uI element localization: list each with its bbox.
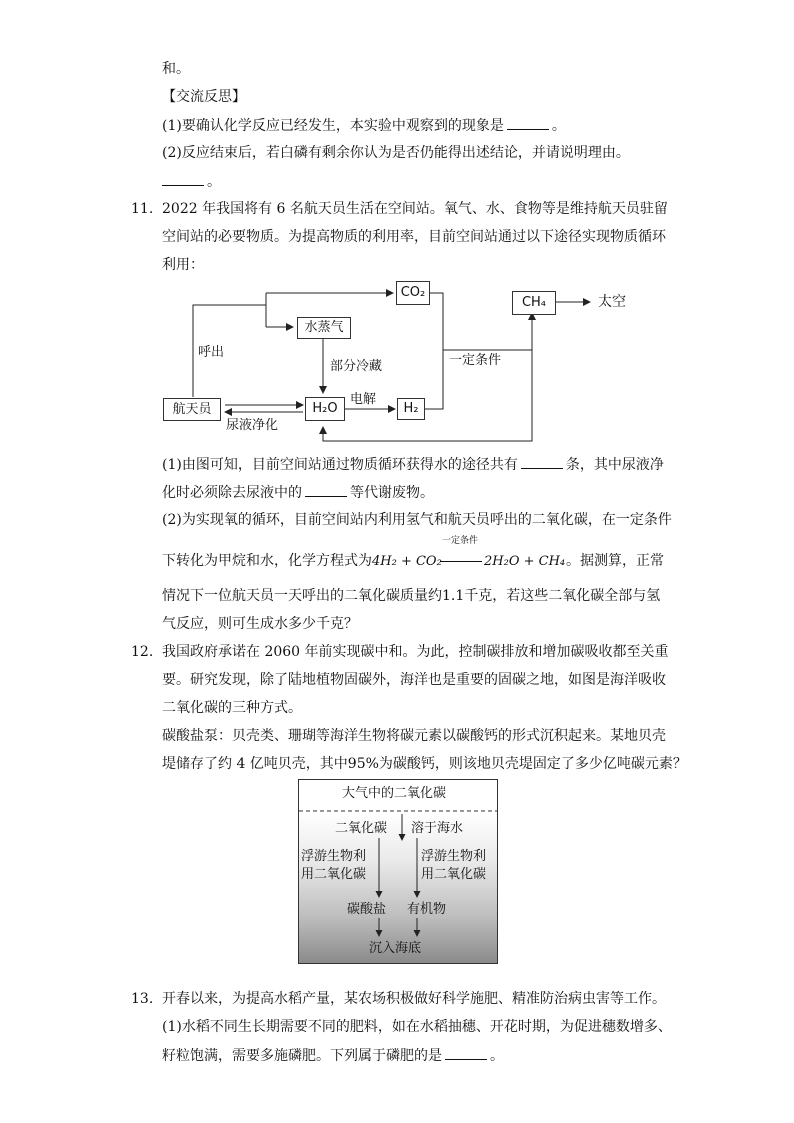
- question-text: 。: [490, 1048, 504, 1064]
- question-text: 2022 年我国将有 6 名航天员生活在空间站。氧气、水、食物等是维持航天员驻留: [162, 201, 668, 217]
- question-text: (1)水稻不同生长期需要不同的肥料，如在水稻抽穗、开花时期，为促进穗数增多、: [162, 1019, 672, 1035]
- h2o-box: H₂O: [305, 397, 345, 421]
- equation-arrow: [440, 561, 482, 562]
- text-line: (2)反应结束后，若白磷有剩余你认为是否仍能得出述结论，并请说明理由。: [162, 145, 630, 161]
- space-label: 太空: [598, 294, 626, 310]
- co2-box: CO₂: [396, 281, 430, 305]
- question-text: 情况下一位航天员一天呼出的二氧化碳质量约1.1千克，若这些二氧化碳全部与氢: [162, 588, 661, 604]
- equation-right: 2H₂O + CH₄: [484, 554, 566, 569]
- sink-label: 沉入海底: [369, 941, 422, 956]
- question-text: 。: [207, 174, 221, 190]
- answer-blank[interactable]: [507, 116, 549, 130]
- question-text: [162, 483, 434, 502]
- question-number: 11.: [131, 201, 154, 217]
- condition-label: 一定条件: [449, 353, 502, 368]
- ch4-box: CH₄: [512, 291, 556, 315]
- question-text: 。: [551, 118, 566, 134]
- question-text: 开春以来，为提高水稻产量，某农场积极做好科学施肥、精准防治病虫害等工作。: [162, 991, 666, 1007]
- question-text: 堤储存了约 4 亿吨贝壳，其中95%为碳酸钙，则该地贝壳堤固定了多少亿吨碳元素？: [162, 756, 687, 772]
- question-text: 条，其中尿液净: [565, 457, 664, 473]
- question-text: 空间站的必要物质。为提高物质的利用率，目前空间站通过以下途径实现物质循环: [162, 229, 666, 245]
- exhale-label: 呼出: [198, 345, 225, 360]
- carbonate-label: 碳酸盐: [347, 902, 387, 917]
- atmosphere-co2-label: 大气中的二氧化碳: [342, 786, 447, 801]
- equation-condition: 一定条件: [442, 536, 479, 546]
- question-text: (2)为实现氧的循环，目前空间站内利用氢气和航天员呼出的二氧化碳，在一定条件: [162, 512, 672, 528]
- electrolysis-label: 电解: [350, 392, 377, 407]
- question-text: 气反应，则可生成水多少千克？: [162, 616, 358, 632]
- answer-blank[interactable]: [521, 455, 563, 469]
- question-number: 13.: [131, 991, 154, 1007]
- plankton-left-label: 用二氧化碳: [301, 867, 367, 882]
- section-heading: 【交流反思】: [162, 89, 246, 105]
- astronaut-box: 航天员: [163, 398, 221, 421]
- question-text: 。据测算，正常: [566, 553, 664, 569]
- plankton-right-label: 用二氧化碳: [421, 867, 487, 882]
- question-number: 12.: [131, 644, 154, 660]
- question-text: 碳酸盐泵：贝壳类、珊瑚等海洋生物将碳元素以碳酸钙的形式沉积起来。某地贝壳: [162, 728, 666, 744]
- plankton-left-label: 浮游生物利: [301, 849, 367, 864]
- text-line: [162, 116, 566, 135]
- vapor-box: 水蒸气: [297, 317, 351, 339]
- question-text: 利用：: [162, 257, 204, 273]
- text-line: 和。: [162, 61, 190, 77]
- question-text: 二氧化碳的三种方式。: [162, 700, 302, 716]
- answer-blank[interactable]: [162, 172, 204, 186]
- co2-label: 二氧化碳: [335, 821, 388, 836]
- question-text: [162, 1046, 504, 1065]
- answer-blank[interactable]: [305, 483, 347, 497]
- equation-left: 4H₂ + CO₂: [372, 554, 442, 569]
- plankton-right-label: 浮游生物利: [421, 849, 487, 864]
- ocean-carbon-diagram: [298, 779, 498, 964]
- question-text: [162, 455, 664, 474]
- text-line: [162, 172, 221, 191]
- question-text: 等代谢废物。: [350, 485, 434, 501]
- urine-label: 尿液净化: [226, 418, 279, 433]
- question-text: 化时必须除去尿液中的: [162, 485, 302, 501]
- dissolve-label: 溶于海水: [411, 821, 464, 836]
- question-text: 下转化为甲烷和水，化学方程式为: [162, 553, 372, 569]
- question-text: (1)由图可知，目前空间站通过物质循环获得水的途径共有: [162, 457, 518, 473]
- question-text: 我国政府承诺在 2060 年前实现碳中和。为此，控制碳排放和增加碳吸收都至关重: [162, 644, 669, 660]
- answer-blank[interactable]: [445, 1046, 487, 1060]
- question-text: (1)要确认化学反应已经发生，本实验中观察到的现象是: [162, 118, 504, 134]
- h2-box: H₂: [397, 398, 425, 420]
- cool-label: 部分冷藏: [330, 359, 383, 374]
- question-text: 籽粒饱满，需要多施磷肥。下列属于磷肥的是: [162, 1048, 442, 1064]
- question-text: 要。研究发现，除了陆地植物固碳外，海洋也是重要的固碳之地，如图是海洋吸收: [162, 672, 666, 688]
- organic-label: 有机物: [407, 902, 447, 917]
